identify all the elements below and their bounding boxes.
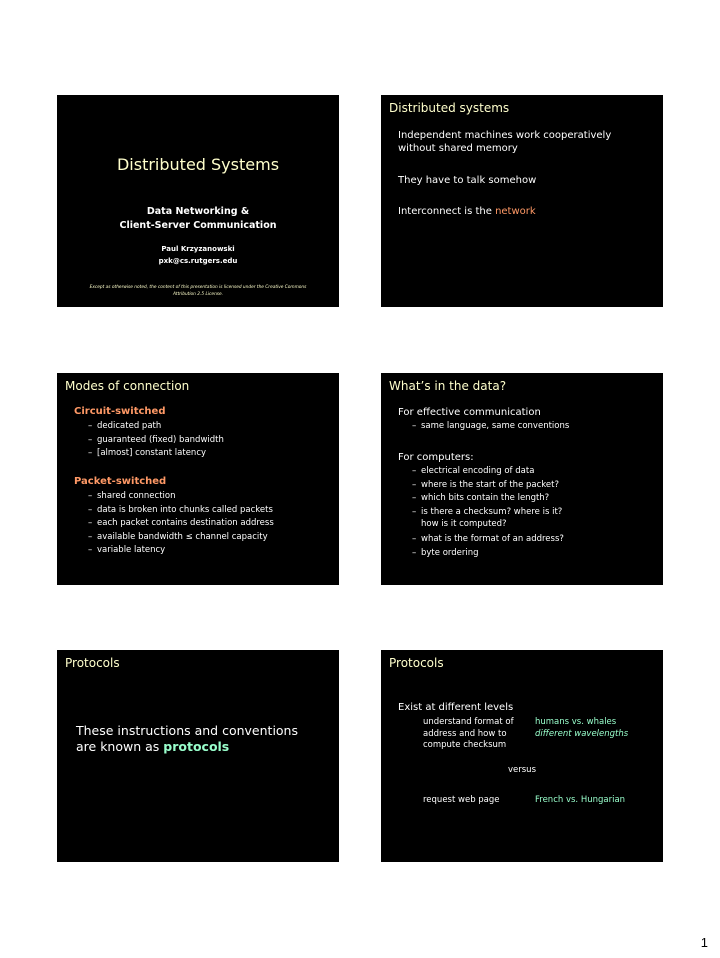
slide6-right1a: humans vs. whales	[535, 717, 617, 727]
slide2-p2: They have to talk somehow	[398, 175, 537, 186]
slide5-line1: These instructions and conventions	[76, 723, 298, 738]
list-item: – byte ordering	[412, 547, 564, 561]
slide6-left1b: address and how to	[423, 728, 507, 739]
list-item: – is there a checksum? where is it?	[412, 506, 564, 520]
list-item: – variable latency	[88, 544, 274, 558]
slide1-license2: Attribution 2.5 License.	[172, 292, 224, 297]
slide2-p3a: Interconnect is the	[398, 206, 496, 217]
list-item: – each packet contains destination address	[88, 517, 274, 531]
list-item: – where is the start of the packet?	[412, 479, 564, 493]
slide5-title: Protocols	[65, 656, 120, 670]
slide-whats-in-the-data	[381, 373, 663, 585]
slide5-protocols-term: protocols	[163, 739, 230, 754]
slide6-versus: versus	[508, 765, 536, 775]
slide6-left2: request web page	[423, 795, 500, 805]
list-item: – data is broken into chunks called packets	[88, 504, 274, 518]
slide2-p1a: Independent machines work cooperatively	[398, 130, 612, 141]
page-number: 1	[700, 935, 708, 950]
slide3-circuit-list	[88, 420, 224, 461]
slide6-left1a: understand format of	[423, 717, 514, 727]
slide-protocols-levels	[381, 650, 663, 862]
slide1-author: Paul Krzyzanowski	[161, 245, 235, 253]
slide4-h1-list	[412, 420, 569, 434]
slide3-packet-list	[88, 490, 274, 558]
slide6-right1b: different wavelengths	[535, 728, 629, 739]
slide2-p3	[398, 205, 536, 218]
slide4-h2-list	[412, 465, 564, 560]
slide2-p3b-network: network	[495, 206, 536, 217]
slide1-license1: Except as otherwise noted, the content of this presentation is licensed under the Creative Commons	[89, 285, 307, 290]
list-item: – which bits contain the length?	[412, 492, 564, 506]
slide3-title: Modes of connection	[65, 379, 190, 393]
slide6-right1	[535, 717, 628, 740]
slide1-subtitle2: Client-Server Communication	[119, 220, 277, 231]
slide5-line2a: are known as	[76, 739, 164, 754]
slide-title	[57, 95, 339, 307]
slide4-h1: For effective communication	[398, 407, 541, 418]
slide1-email: pxk@cs.rutgers.edu	[158, 257, 238, 265]
slide2-title: Distributed systems	[389, 101, 510, 115]
list-item-continuation: how is it computed?	[421, 519, 507, 529]
slide4-h2: For computers:	[398, 452, 474, 463]
slide6-left1	[423, 717, 514, 752]
slide6-left1c: compute checksum	[423, 740, 507, 750]
list-item: – shared connection	[88, 490, 274, 504]
slide6-heading: Exist at different levels	[398, 702, 514, 713]
slide6-right2: French vs. Hungarian	[535, 795, 626, 805]
slide2-p1b: without shared memory	[398, 143, 518, 154]
list-item: – [almost] constant latency	[88, 447, 224, 461]
slide-protocols-definition	[57, 650, 339, 862]
slide3-packet-heading: Packet-switched	[74, 476, 167, 487]
list-item: – electrical encoding of data	[412, 465, 564, 479]
slide1-subtitle1: Data Networking &	[146, 206, 250, 217]
list-item: – what is the format of an address?	[412, 533, 564, 547]
slide-modes-of-connection	[57, 373, 339, 585]
list-item: – available bandwidth ≤ channel capacity	[88, 531, 274, 545]
slide-distributed-systems	[381, 95, 663, 307]
slide4-title: What’s in the data?	[389, 379, 507, 393]
slide1-title: Distributed Systems	[116, 155, 280, 174]
slide3-circuit-heading: Circuit-switched	[74, 406, 166, 417]
list-item: – same language, same conventions	[412, 420, 569, 434]
slide5-line2	[76, 739, 229, 754]
slide6-title: Protocols	[389, 656, 444, 670]
list-item: – dedicated path	[88, 420, 224, 434]
list-item: – guaranteed (fixed) bandwidth	[88, 434, 224, 448]
